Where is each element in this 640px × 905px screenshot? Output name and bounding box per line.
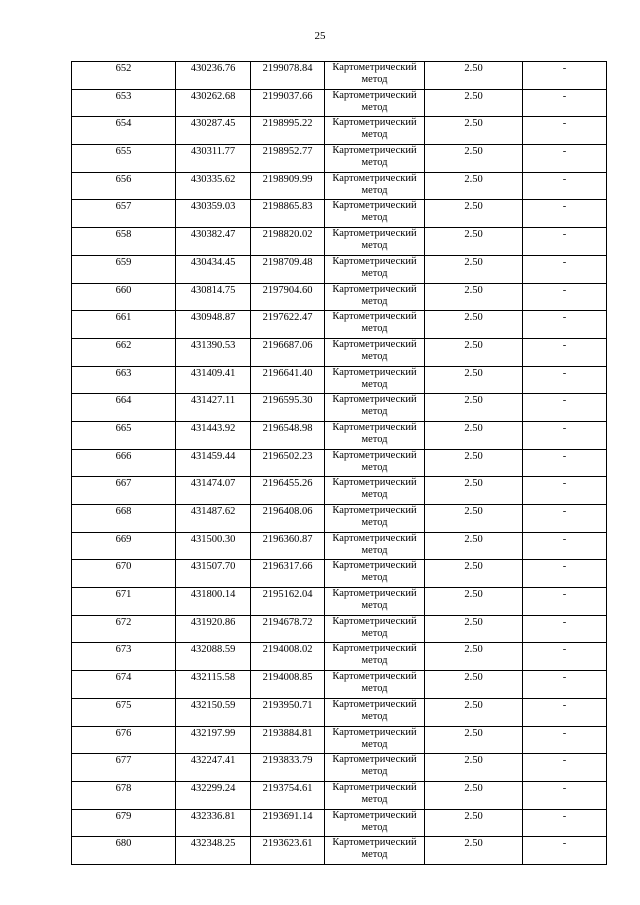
description-cell: - <box>523 477 607 505</box>
y-coordinate-cell: 2196360.87 <box>251 532 325 560</box>
accuracy-cell: 2.50 <box>425 671 523 699</box>
x-coordinate-cell: 431800.14 <box>176 588 251 616</box>
accuracy-cell: 2.50 <box>425 283 523 311</box>
x-coordinate-cell: 431459.44 <box>176 449 251 477</box>
x-coordinate-cell: 430359.03 <box>176 200 251 228</box>
description-cell: - <box>523 809 607 837</box>
point-number-cell: 656 <box>72 172 176 200</box>
x-coordinate-cell: 431443.92 <box>176 421 251 449</box>
description-cell: - <box>523 560 607 588</box>
table-row <box>72 505 607 533</box>
method-cell: Картометрический метод <box>325 421 425 449</box>
method-cell: Картометрический метод <box>325 809 425 837</box>
y-coordinate-cell: 2195162.04 <box>251 588 325 616</box>
accuracy-cell: 2.50 <box>425 588 523 616</box>
y-coordinate-cell: 2196317.66 <box>251 560 325 588</box>
description-cell: - <box>523 145 607 173</box>
table-row <box>72 532 607 560</box>
accuracy-cell: 2.50 <box>425 726 523 754</box>
table-row <box>72 671 607 699</box>
method-cell: Картометрический метод <box>325 781 425 809</box>
point-number-cell: 659 <box>72 255 176 283</box>
table-row <box>72 643 607 671</box>
accuracy-cell: 2.50 <box>425 837 523 865</box>
x-coordinate-cell: 430262.68 <box>176 89 251 117</box>
y-coordinate-cell: 2194678.72 <box>251 615 325 643</box>
point-number-cell: 660 <box>72 283 176 311</box>
x-coordinate-cell: 432247.41 <box>176 754 251 782</box>
method-cell: Картометрический метод <box>325 532 425 560</box>
x-coordinate-cell: 430382.47 <box>176 228 251 256</box>
y-coordinate-cell: 2194008.85 <box>251 671 325 699</box>
y-coordinate-cell: 2193884.81 <box>251 726 325 754</box>
description-cell: - <box>523 698 607 726</box>
accuracy-cell: 2.50 <box>425 145 523 173</box>
accuracy-cell: 2.50 <box>425 532 523 560</box>
accuracy-cell: 2.50 <box>425 311 523 339</box>
description-cell: - <box>523 726 607 754</box>
method-cell: Картометрический метод <box>325 837 425 865</box>
y-coordinate-cell: 2197904.60 <box>251 283 325 311</box>
method-cell: Картометрический метод <box>325 145 425 173</box>
accuracy-cell: 2.50 <box>425 449 523 477</box>
method-cell: Картометрический метод <box>325 62 425 90</box>
description-cell: - <box>523 588 607 616</box>
description-cell: - <box>523 505 607 533</box>
y-coordinate-cell: 2193691.14 <box>251 809 325 837</box>
y-coordinate-cell: 2196502.23 <box>251 449 325 477</box>
description-cell: - <box>523 615 607 643</box>
y-coordinate-cell: 2199037.66 <box>251 89 325 117</box>
point-number-cell: 658 <box>72 228 176 256</box>
method-cell: Картометрический метод <box>325 671 425 699</box>
page-number: 25 <box>314 30 326 42</box>
description-cell: - <box>523 172 607 200</box>
x-coordinate-cell: 431920.86 <box>176 615 251 643</box>
method-cell: Картометрический метод <box>325 615 425 643</box>
x-coordinate-cell: 432150.59 <box>176 698 251 726</box>
table-row <box>72 588 607 616</box>
point-number-cell: 667 <box>72 477 176 505</box>
point-number-cell: 653 <box>72 89 176 117</box>
description-cell: - <box>523 421 607 449</box>
accuracy-cell: 2.50 <box>425 117 523 145</box>
x-coordinate-cell: 431474.07 <box>176 477 251 505</box>
x-coordinate-cell: 430287.45 <box>176 117 251 145</box>
table-row <box>72 283 607 311</box>
point-number-cell: 671 <box>72 588 176 616</box>
x-coordinate-cell: 430236.76 <box>176 62 251 90</box>
method-cell: Картометрический метод <box>325 726 425 754</box>
table-row <box>72 809 607 837</box>
y-coordinate-cell: 2193754.61 <box>251 781 325 809</box>
point-number-cell: 672 <box>72 615 176 643</box>
description-cell: - <box>523 200 607 228</box>
accuracy-cell: 2.50 <box>425 366 523 394</box>
point-number-cell: 679 <box>72 809 176 837</box>
method-cell: Картометрический метод <box>325 117 425 145</box>
table-row <box>72 62 607 90</box>
y-coordinate-cell: 2198909.99 <box>251 172 325 200</box>
method-cell: Картометрический метод <box>325 588 425 616</box>
description-cell: - <box>523 311 607 339</box>
table-row <box>72 200 607 228</box>
y-coordinate-cell: 2199078.84 <box>251 62 325 90</box>
point-number-cell: 654 <box>72 117 176 145</box>
table-row <box>72 394 607 422</box>
accuracy-cell: 2.50 <box>425 615 523 643</box>
method-cell: Картометрический метод <box>325 338 425 366</box>
point-number-cell: 673 <box>72 643 176 671</box>
y-coordinate-cell: 2194008.02 <box>251 643 325 671</box>
x-coordinate-cell: 432348.25 <box>176 837 251 865</box>
y-coordinate-cell: 2197622.47 <box>251 311 325 339</box>
accuracy-cell: 2.50 <box>425 754 523 782</box>
y-coordinate-cell: 2198952.77 <box>251 145 325 173</box>
description-cell: - <box>523 117 607 145</box>
description-cell: - <box>523 394 607 422</box>
description-cell: - <box>523 62 607 90</box>
y-coordinate-cell: 2198709.48 <box>251 255 325 283</box>
x-coordinate-cell: 430814.75 <box>176 283 251 311</box>
description-cell: - <box>523 366 607 394</box>
point-number-cell: 655 <box>72 145 176 173</box>
method-cell: Картометрический метод <box>325 698 425 726</box>
x-coordinate-cell: 431500.30 <box>176 532 251 560</box>
table-row <box>72 754 607 782</box>
x-coordinate-cell: 431409.41 <box>176 366 251 394</box>
x-coordinate-cell: 430434.45 <box>176 255 251 283</box>
table-row <box>72 560 607 588</box>
x-coordinate-cell: 430948.87 <box>176 311 251 339</box>
x-coordinate-cell: 431390.53 <box>176 338 251 366</box>
method-cell: Картометрический метод <box>325 366 425 394</box>
accuracy-cell: 2.50 <box>425 505 523 533</box>
point-number-cell: 663 <box>72 366 176 394</box>
y-coordinate-cell: 2198820.02 <box>251 228 325 256</box>
y-coordinate-cell: 2198865.83 <box>251 200 325 228</box>
table-row <box>72 477 607 505</box>
table-row <box>72 117 607 145</box>
point-number-cell: 661 <box>72 311 176 339</box>
y-coordinate-cell: 2196455.26 <box>251 477 325 505</box>
point-number-cell: 657 <box>72 200 176 228</box>
description-cell: - <box>523 671 607 699</box>
table-row <box>72 781 607 809</box>
accuracy-cell: 2.50 <box>425 228 523 256</box>
y-coordinate-cell: 2198995.22 <box>251 117 325 145</box>
point-number-cell: 664 <box>72 394 176 422</box>
accuracy-cell: 2.50 <box>425 560 523 588</box>
table-row <box>72 89 607 117</box>
point-number-cell: 668 <box>72 505 176 533</box>
table-row <box>72 172 607 200</box>
method-cell: Картометрический метод <box>325 754 425 782</box>
method-cell: Картометрический метод <box>325 477 425 505</box>
method-cell: Картометрический метод <box>325 449 425 477</box>
x-coordinate-cell: 430335.62 <box>176 172 251 200</box>
method-cell: Картометрический метод <box>325 311 425 339</box>
coordinates-table-body <box>72 62 607 865</box>
table-row <box>72 228 607 256</box>
accuracy-cell: 2.50 <box>425 809 523 837</box>
method-cell: Картометрический метод <box>325 394 425 422</box>
description-cell: - <box>523 449 607 477</box>
table-row <box>72 338 607 366</box>
accuracy-cell: 2.50 <box>425 62 523 90</box>
accuracy-cell: 2.50 <box>425 255 523 283</box>
method-cell: Картометрический метод <box>325 505 425 533</box>
table-row <box>72 726 607 754</box>
point-number-cell: 666 <box>72 449 176 477</box>
y-coordinate-cell: 2196548.98 <box>251 421 325 449</box>
table-row <box>72 698 607 726</box>
table-row <box>72 366 607 394</box>
x-coordinate-cell: 432197.99 <box>176 726 251 754</box>
table-row <box>72 255 607 283</box>
x-coordinate-cell: 430311.77 <box>176 145 251 173</box>
point-number-cell: 678 <box>72 781 176 809</box>
table-row <box>72 449 607 477</box>
y-coordinate-cell: 2196408.06 <box>251 505 325 533</box>
accuracy-cell: 2.50 <box>425 338 523 366</box>
accuracy-cell: 2.50 <box>425 643 523 671</box>
table-row <box>72 145 607 173</box>
description-cell: - <box>523 643 607 671</box>
x-coordinate-cell: 432115.58 <box>176 671 251 699</box>
accuracy-cell: 2.50 <box>425 200 523 228</box>
y-coordinate-cell: 2193950.71 <box>251 698 325 726</box>
point-number-cell: 662 <box>72 338 176 366</box>
description-cell: - <box>523 283 607 311</box>
method-cell: Картометрический метод <box>325 255 425 283</box>
y-coordinate-cell: 2193623.61 <box>251 837 325 865</box>
point-number-cell: 677 <box>72 754 176 782</box>
x-coordinate-cell: 432088.59 <box>176 643 251 671</box>
accuracy-cell: 2.50 <box>425 781 523 809</box>
table-row <box>72 837 607 865</box>
accuracy-cell: 2.50 <box>425 172 523 200</box>
point-number-cell: 665 <box>72 421 176 449</box>
accuracy-cell: 2.50 <box>425 421 523 449</box>
point-number-cell: 676 <box>72 726 176 754</box>
accuracy-cell: 2.50 <box>425 477 523 505</box>
y-coordinate-cell: 2196595.30 <box>251 394 325 422</box>
point-number-cell: 675 <box>72 698 176 726</box>
point-number-cell: 680 <box>72 837 176 865</box>
accuracy-cell: 2.50 <box>425 698 523 726</box>
table-row <box>72 615 607 643</box>
x-coordinate-cell: 431487.62 <box>176 505 251 533</box>
method-cell: Картометрический метод <box>325 560 425 588</box>
y-coordinate-cell: 2196687.06 <box>251 338 325 366</box>
x-coordinate-cell: 431427.11 <box>176 394 251 422</box>
point-number-cell: 652 <box>72 62 176 90</box>
method-cell: Картометрический метод <box>325 200 425 228</box>
description-cell: - <box>523 89 607 117</box>
table-row <box>72 311 607 339</box>
description-cell: - <box>523 228 607 256</box>
point-number-cell: 670 <box>72 560 176 588</box>
x-coordinate-cell: 432336.81 <box>176 809 251 837</box>
point-number-cell: 674 <box>72 671 176 699</box>
y-coordinate-cell: 2196641.40 <box>251 366 325 394</box>
method-cell: Картометрический метод <box>325 283 425 311</box>
coordinates-table <box>71 61 607 865</box>
description-cell: - <box>523 837 607 865</box>
description-cell: - <box>523 754 607 782</box>
method-cell: Картометрический метод <box>325 228 425 256</box>
accuracy-cell: 2.50 <box>425 394 523 422</box>
point-number-cell: 669 <box>72 532 176 560</box>
description-cell: - <box>523 532 607 560</box>
table-row <box>72 421 607 449</box>
description-cell: - <box>523 255 607 283</box>
x-coordinate-cell: 432299.24 <box>176 781 251 809</box>
method-cell: Картометрический метод <box>325 89 425 117</box>
y-coordinate-cell: 2193833.79 <box>251 754 325 782</box>
method-cell: Картометрический метод <box>325 643 425 671</box>
description-cell: - <box>523 781 607 809</box>
description-cell: - <box>523 338 607 366</box>
accuracy-cell: 2.50 <box>425 89 523 117</box>
x-coordinate-cell: 431507.70 <box>176 560 251 588</box>
method-cell: Картометрический метод <box>325 172 425 200</box>
